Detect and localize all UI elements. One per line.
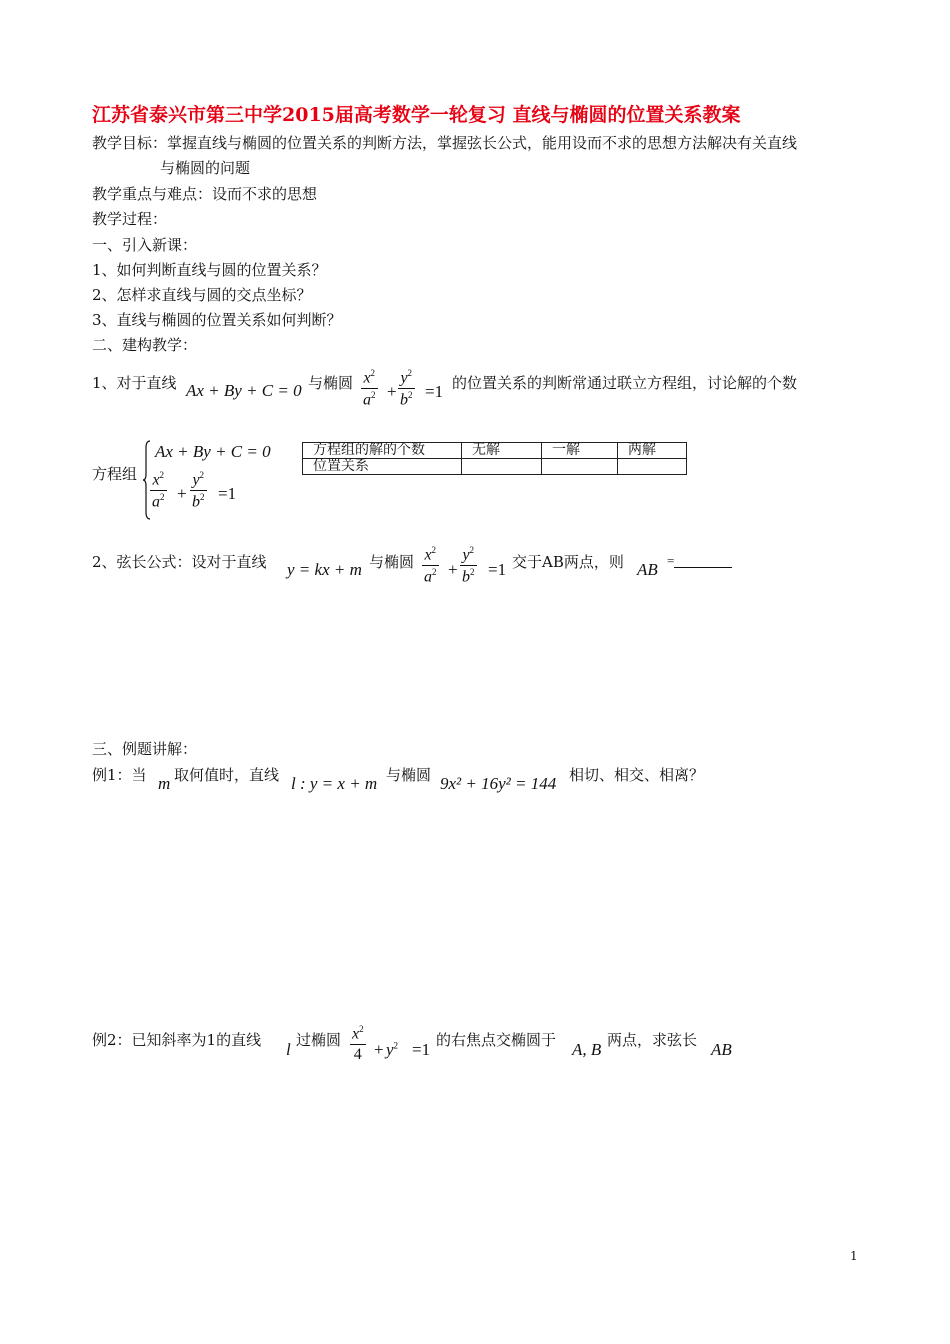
ex2-ab: AB xyxy=(711,1040,732,1059)
p2-suffix: 交于AB两点，则 xyxy=(512,553,624,571)
p1-mid: 与椭圆 xyxy=(308,374,354,392)
equals-one: =1 xyxy=(425,382,444,401)
teaching-goal-line1: 教学目标：掌握直线与椭圆的位置关系的判断方法，掌握弦长公式，能用设而不求的思想方法解决有关直线 xyxy=(92,134,798,152)
question-1: 1、如何判断直线与圆的位置关系？ xyxy=(92,261,327,279)
section-intro-heading: 一、引入新课： xyxy=(92,236,198,254)
question-2: 2、怎样求直线与圆的交点坐标？ xyxy=(92,286,312,304)
system-y-term: $y^2$ $b^2$ xyxy=(192,470,205,511)
table-cell xyxy=(462,459,542,475)
ex2-plus: + xyxy=(374,1040,384,1059)
table-cell xyxy=(542,459,618,475)
p2-mid: 与椭圆 xyxy=(369,553,415,571)
system-equals-one: =1 xyxy=(218,484,237,503)
p2-ellipse-y-term: $y^2$ $b^2$ xyxy=(462,545,475,586)
p2-line-equation: y = kx + m xyxy=(287,560,362,579)
p1-line-equation: Ax + By + C = 0 xyxy=(186,381,302,400)
ex2-suffix2: 两点，求弦长 xyxy=(607,1031,698,1049)
p2-ellipse-x-term: $x^2$ $a^2$ xyxy=(424,545,437,586)
ex1-mid2: 与椭圆 xyxy=(386,766,432,784)
ex2-l: l xyxy=(286,1040,291,1059)
p2-equals: = xyxy=(667,553,732,569)
ex1-mid1: 取何值时，直线 xyxy=(174,766,280,784)
ex2-mid: 过椭圆 xyxy=(296,1031,342,1049)
ex1-m: m xyxy=(158,774,171,793)
system-x-term: $x^2$ $a^2$ xyxy=(152,470,165,511)
p1-suffix: 的位置关系的判断常通过联立方程组，讨论解的个数 xyxy=(452,374,798,392)
table-row xyxy=(303,443,687,459)
ellipse-y-term: $y^2$ $b^2$ xyxy=(400,368,413,409)
section-construct-heading: 二、建构教学： xyxy=(92,336,198,354)
answer-blank xyxy=(674,557,732,568)
ex1-suffix: 相切、相交、相离？ xyxy=(569,766,705,784)
table-cell: 无解 xyxy=(462,443,542,459)
table-cell xyxy=(618,459,687,475)
ex2-suffix1: 的右焦点交椭圆于 xyxy=(436,1031,557,1049)
system-plus: + xyxy=(177,484,187,503)
system-label: 方程组 xyxy=(92,465,138,483)
ex2-y-term: $y^2$ xyxy=(386,1040,399,1059)
table-cell: 两解 xyxy=(618,443,687,459)
question-3: 3、直线与椭圆的位置关系如何判断？ xyxy=(92,311,342,329)
teaching-goal-line2: 与椭圆的问题 xyxy=(160,159,251,177)
p2-plus: + xyxy=(448,560,458,579)
table-cell: 方程组的解的个数 xyxy=(303,443,462,459)
ex2-equals-one: =1 xyxy=(412,1040,431,1059)
solution-table xyxy=(302,442,687,475)
plus-sign: + xyxy=(387,382,397,401)
document-title: 江苏省泰兴市第三中学2015届高考数学一轮复习 直线与椭圆的位置关系教案 xyxy=(92,104,741,126)
ex2-ellipse-x-term: $x^2$ 4 xyxy=(352,1024,364,1064)
p1-prefix: 1、对于直线 xyxy=(92,374,177,392)
p2-prefix: 2、弦长公式：设对于直线 xyxy=(92,553,267,571)
p2-equals-one: =1 xyxy=(488,560,507,579)
key-points: 教学重点与难点：设而不求的思想 xyxy=(92,185,318,203)
ex2-prefix: 例2：已知斜率为1的直线 xyxy=(92,1031,262,1049)
table-cell: 一解 xyxy=(542,443,618,459)
ellipse-x-term: $x^2$ $a^2$ xyxy=(363,368,376,409)
ex2-points: A, B xyxy=(572,1040,602,1059)
page-number: 1 xyxy=(850,1249,858,1263)
section-examples-heading: 三、例题讲解： xyxy=(92,740,198,758)
p2-ab: AB xyxy=(637,560,658,579)
ex1-prefix: 例1：当 xyxy=(92,766,147,784)
table-row xyxy=(303,459,687,475)
ex1-ellipse: 9x² + 16y² = 144 xyxy=(440,774,557,793)
teaching-process: 教学过程： xyxy=(92,210,168,228)
ex1-line: l : y = x + m xyxy=(291,774,378,793)
system-equation-1: Ax + By + C = 0 xyxy=(155,442,271,461)
table-cell: 位置关系 xyxy=(303,459,462,475)
